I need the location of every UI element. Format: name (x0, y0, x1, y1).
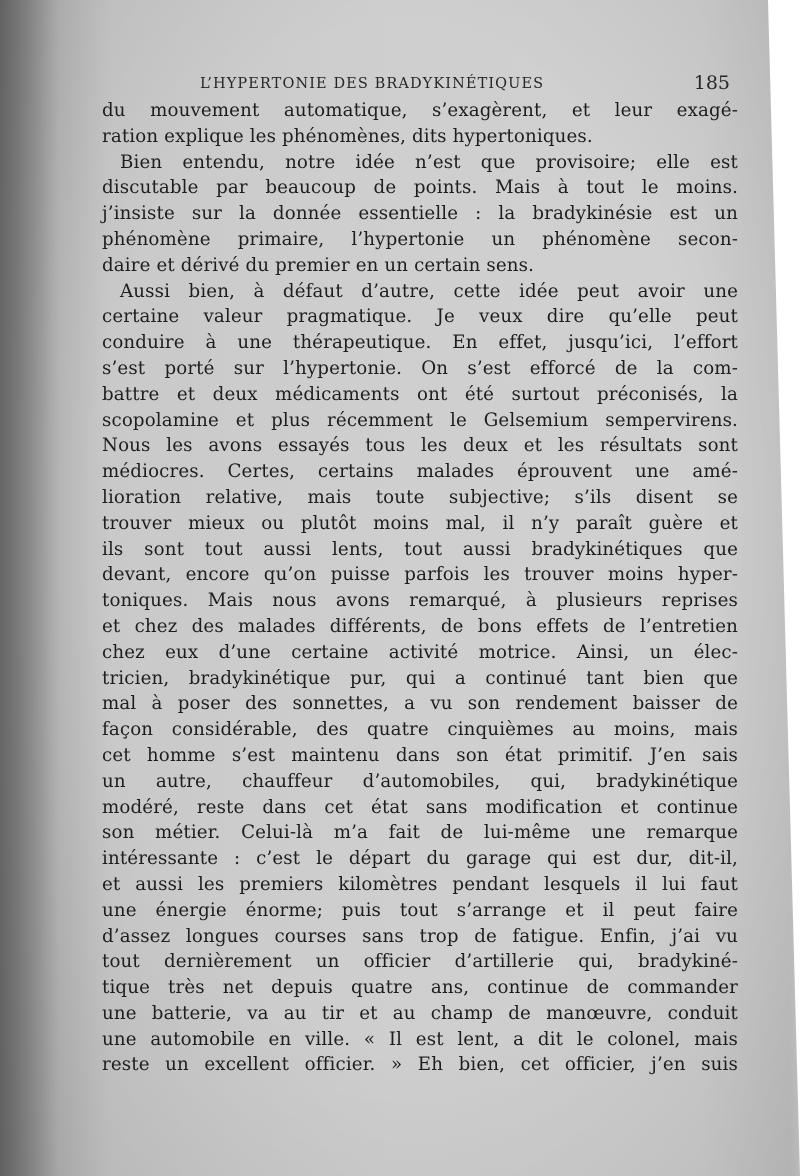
text-line: façon considérable, des quatre cinquièmes au moins, mais (102, 719, 738, 741)
text-line: tout dernièrement un officier d’artillerie qui, bradykiné- (102, 951, 738, 973)
text-line: Nous les avons essayés tous les deux et les résultats sont (102, 435, 738, 457)
text-line: ils sont tout aussi lents, tout aussi bradykinétiques que (102, 538, 738, 560)
binding-shadow (0, 0, 60, 1176)
body-text (102, 98, 738, 1078)
text-line: une batterie, va au tir et au champ de manœuvre, conduit (102, 1002, 738, 1024)
text-line: son métier. Celui-là m’a fait de lui-même une remarque (102, 822, 738, 844)
text-line: battre et deux médicaments ont été surtout préconisés, la (102, 383, 738, 405)
scan-edge (768, 0, 800, 1176)
text-line: j’insiste sur la donnée essentielle : la bradykinésie est un (102, 203, 738, 225)
text-line: un autre, chauffeur d’automobiles, qui, bradykinétique (102, 770, 738, 792)
running-head (200, 72, 730, 98)
text-line: lioration relative, mais toute subjective; s’ils disent se (102, 486, 738, 508)
text-line: reste un excellent officier. » Eh bien, cet officier, j’en suis (102, 1054, 738, 1076)
text-line: discutable par beaucoup de points. Mais à tout le moins. (102, 177, 738, 199)
text-line: Aussi bien, à défaut d’autre, cette idée peut avoir une (120, 280, 738, 302)
text-line: certaine valeur pragmatique. Je veux dire qu’elle peut (102, 306, 738, 328)
text-line: du mouvement automatique, s’exagèrent, et leur exagé- (102, 100, 738, 121)
text-line: médiocres. Certes, certains malades éprouvent une amé- (102, 461, 738, 483)
text-line: devant, encore qu’on puisse parfois les trouver moins hyper- (102, 564, 738, 586)
text-line: trouver mieux ou plutôt moins mal, il n’y paraît guère et (102, 512, 738, 534)
text-line: intéressante : c’est le départ du garage qui est dur, dit-il, (102, 848, 738, 870)
text-line: chez eux d’une certaine activité motrice. Ainsi, un élec- (102, 641, 738, 663)
page-number: 185 (693, 72, 730, 94)
text-line: daire et dérivé du premier en un certain sens. (102, 254, 535, 276)
text-line: cet homme s’est maintenu dans son état primitif. J’en sais (102, 744, 738, 766)
text-line: modéré, reste dans cet état sans modification et continue (102, 796, 738, 818)
text-line: conduire à une thérapeutique. En effet, jusqu’ici, l’effort (102, 332, 738, 354)
text-line: une automobile en ville. « Il est lent, a dit le colonel, mais (102, 1028, 738, 1050)
text-line: et chez des malades différents, de bons effets de l’entretien (102, 615, 738, 637)
text-line: et aussi les premiers kilomètres pendant lesquels il lui faut (102, 873, 738, 895)
text-line: toniques. Mais nous avons remarqué, à plusieurs reprises (102, 590, 738, 612)
text-line: scopolamine et plus récemment le Gelsemium sempervirens. (102, 409, 738, 431)
text-line: mal à poser des sonnettes, a vu son rendement baisser de (102, 693, 738, 715)
text-line: Bien entendu, notre idée n’est que provisoire; elle est (120, 151, 738, 173)
text-line: phénomène primaire, l’hypertonie un phénomène secon- (102, 228, 738, 250)
text-line: d’assez longues courses sans trop de fatigue. Enfin, j’ai vu (102, 925, 738, 947)
text-line: tricien, bradykinétique pur, qui a continué tant bien que (102, 667, 738, 689)
text-line: s’est porté sur l’hypertonie. On s’est efforcé de la com- (102, 357, 738, 379)
text-line: tique très net depuis quatre ans, continue de commander (102, 977, 738, 999)
text-line: une énergie énorme; puis tout s’arrange et il peut faire (102, 899, 738, 921)
text-line: ration explique les phénomènes, dits hypertoniques. (102, 125, 593, 147)
running-title: L’HYPERTONIE DES BRADYKINÉTIQUES (200, 76, 545, 92)
